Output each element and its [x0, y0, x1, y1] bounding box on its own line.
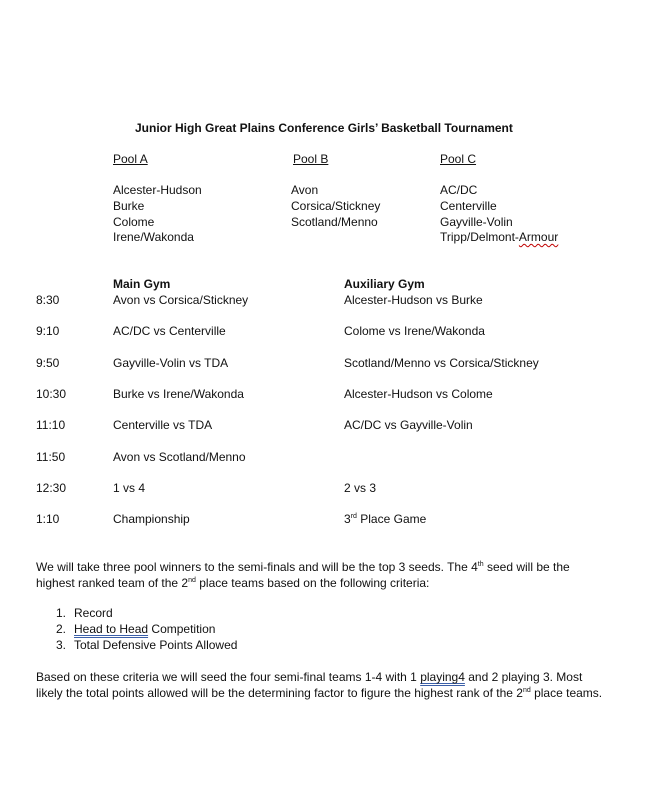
game-label: Place Game	[356, 512, 427, 526]
pool-b-team: Scotland/Menno	[291, 215, 378, 229]
aux-gym-game: Alcester-Hudson vs Burke	[344, 293, 483, 307]
pool-c-heading: Pool C	[440, 152, 477, 166]
list-number: 1.	[56, 606, 67, 620]
pool-c-team: Centerville	[440, 199, 497, 213]
pool-c-team	[440, 230, 558, 245]
ordinal-suffix: nd	[522, 687, 531, 694]
aux-gym-game	[344, 512, 426, 527]
time-slot: 10:30	[36, 387, 67, 401]
list-item	[56, 622, 215, 637]
pool-c-team: AC/DC	[440, 183, 478, 197]
time-slot: 8:30	[36, 293, 60, 307]
pool-b-heading: Pool B	[293, 152, 329, 166]
ordinal-suffix: nd	[188, 577, 196, 584]
aux-gym-game: AC/DC vs Gayville-Volin	[344, 418, 473, 432]
para2-part: and 2 playing 3. Most likely the total points allowed will be the determining factor to figure the highest rank of the 2	[36, 670, 583, 700]
grammar-flagged-word[interactable]: playing4	[420, 670, 465, 684]
page-title: Junior High Great Plains Conference Girls’ Basketball Tournament	[135, 121, 513, 135]
time-slot: 11:10	[36, 418, 66, 432]
main-gym-game: Avon vs Corsica/Stickney	[113, 293, 249, 307]
para2-part: place teams.	[530, 686, 603, 700]
time-slot: 11:50	[36, 450, 66, 464]
spellcheck-word: Armour	[518, 230, 559, 244]
aux-gym-heading: Auxiliary Gym	[344, 277, 425, 291]
aux-gym-game: Alcester-Hudson vs Colome	[344, 387, 493, 401]
time-slot: 1:10	[36, 512, 60, 526]
main-gym-game: Avon vs Scotland/Menno	[113, 450, 246, 464]
grammar-flagged-phrase[interactable]: Head to Head	[74, 622, 149, 636]
ordinal-suffix: rd	[350, 513, 357, 520]
list-number: 3.	[56, 638, 67, 652]
aux-gym-game: Scotland/Menno vs Corsica/Stickney	[344, 356, 539, 370]
para1-part: seed will be the highest ranked team of the 2	[36, 560, 570, 590]
seeding-paragraph	[36, 559, 606, 591]
main-gym-game: Championship	[113, 512, 190, 526]
para1-part: place teams based on the following criteria:	[195, 576, 430, 590]
aux-gym-game: Colome vs Irene/Wakonda	[344, 324, 485, 338]
main-gym-game: Centerville vs TDA	[113, 418, 213, 432]
main-gym-game: Burke vs Irene/Wakonda	[113, 387, 244, 401]
pool-a-heading: Pool A	[113, 152, 148, 166]
time-slot: 9:50	[36, 356, 60, 370]
main-gym-game: 1 vs 4	[113, 481, 146, 495]
para2-part: Based on these criteria we will seed the four semi-final teams 1-4 with 1	[36, 670, 421, 684]
main-gym-heading: Main Gym	[113, 277, 171, 291]
main-gym-game: Gayville-Volin vs TDA	[113, 356, 229, 370]
time-slot: 12:30	[36, 481, 67, 495]
list-item	[56, 638, 237, 653]
pool-c-team-prefix: Tripp/Delmont-	[440, 230, 519, 244]
pool-c-team: Gayville-Volin	[440, 215, 513, 229]
pool-a-team: Irene/Wakonda	[113, 230, 194, 244]
list-text: Total Defensive Points Allowed	[74, 638, 238, 652]
ordinal-suffix: th	[477, 561, 484, 568]
pool-b-team: Corsica/Stickney	[291, 199, 381, 213]
ordinal-number: 3	[344, 512, 351, 526]
pool-b-team: Avon	[291, 183, 319, 197]
list-item	[56, 606, 113, 621]
pool-a-team: Alcester-Hudson	[113, 183, 202, 197]
pool-a-team: Burke	[113, 199, 145, 213]
list-text: Record	[74, 606, 113, 620]
list-number: 2.	[56, 622, 67, 636]
aux-gym-game: 2 vs 3	[344, 481, 377, 495]
main-gym-game: AC/DC vs Centerville	[113, 324, 226, 338]
pool-a-team: Colome	[113, 215, 155, 229]
para1-part: We will take three pool winners to the semi-finals and will be the top 3 seeds. The 4	[36, 560, 478, 574]
list-text: Competition	[148, 622, 216, 636]
summary-paragraph	[36, 669, 606, 701]
time-slot: 9:10	[36, 324, 60, 338]
